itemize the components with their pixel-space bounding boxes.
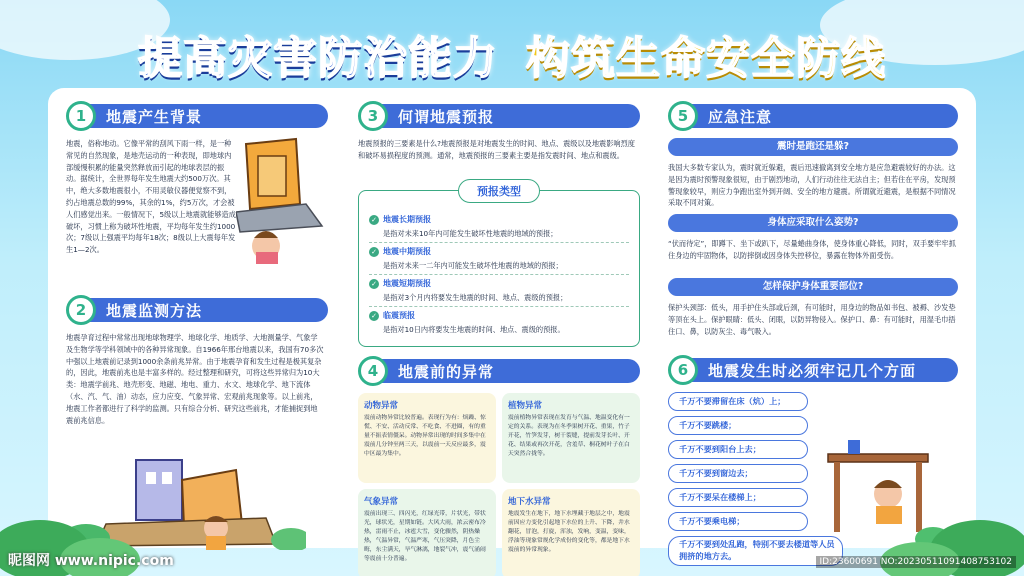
anomaly-card-weather — [358, 489, 496, 576]
section-title: 何谓地震预报 — [398, 108, 495, 126]
rule-item: 千万不要乘电梯； — [668, 512, 808, 531]
title-part-1: 提高灾害防治能力 — [138, 33, 498, 84]
section-number: 3 — [358, 101, 388, 131]
section-header-6 — [668, 358, 958, 384]
section-body-2: 地震孕育过程中常常出现地球物理学、地球化学、地质学、大地测量学、气象学及生物学等学科领域中的各种异常现象。自1966年邢台地震以来，我国有70多次中强以上地震前记录到1000余条前兆异常。由于地震孕育和发生过程是极其复杂的，因此，地震前兆也是丰富多样的。经过整理和研究，可将这些异常归为10大类：地震学前兆、地壳形变、地磁、地电、重力、水文、地球化学、地下流体（水、汽、气、油）动态，应力应变、气象异常、宏观前兆现象等。以上前兆，地震工作者都进行了科学的监测。只有综合分析、研究这些前兆，才能捕捉到地震前兆信息。 — [66, 333, 324, 425]
section-number: 5 — [668, 101, 698, 131]
section-number: 4 — [358, 356, 388, 386]
check-icon: ✓ — [369, 311, 379, 321]
forecast-type-desc: 是指对3个月内将要发生地震的时间、地点、震级的预报； — [369, 291, 629, 307]
forecast-types-label: 预报类型 — [458, 179, 540, 203]
section-header-1 — [66, 104, 328, 130]
forecast-type-name: 地震长期预报 — [383, 215, 431, 224]
anomaly-desc: 震前植物异常表现在发育与气温、地温变化有一定的关系。表现为在冬季果树开花、重果，竹子开花，竹笋发芽，树干裂缝，提前发芽长叶、开花、结果或再次开花，含羞草、桐花树叶子在白天突然合拢等。 — [508, 415, 630, 457]
forecast-type-desc: 是指对未来10年内可能发生破坏性地震的地域的预报； — [369, 227, 629, 243]
anomaly-card-groundwater — [502, 489, 640, 576]
collapsed-building-illustration — [236, 134, 326, 264]
section-header-5 — [668, 104, 958, 130]
forecast-type-item — [369, 213, 629, 243]
title-part-2: 构筑生命安全防线 — [526, 33, 886, 84]
section-title: 地震前的异常 — [398, 363, 495, 381]
rule-item: 千万不要到阳台上去； — [668, 440, 808, 459]
forecast-type-item — [369, 245, 629, 275]
section-number: 1 — [66, 101, 96, 131]
forecast-type-desc: 是指对10日内将要发生地震的时间、地点、震级的预报。 — [383, 325, 565, 334]
rule-item: 千万不要跳楼； — [668, 416, 808, 435]
forecast-type-name: 地震中期预报 — [383, 247, 431, 256]
anomaly-grid — [358, 393, 640, 576]
section-title: 应急注意 — [708, 108, 773, 126]
check-icon: ✓ — [369, 215, 379, 225]
subheading-run-or-hide: 震时是跑还是躲? — [668, 138, 958, 156]
rule-item: 千万不要到窗边去； — [668, 464, 808, 483]
section-number: 2 — [66, 295, 96, 325]
answer-protect-body: 保护头颈部：低头，用手护住头部或后颈，有可能时，用身边的物品如书包、被褥、沙发垫等顶在头上。保护眼睛：低头、闭眼，以防异物侵入。保护口、鼻：有可能时，用湿毛巾捂住口、鼻，以防灰尘、毒气吸入。 — [668, 303, 956, 336]
watermark-brand: 昵图网 www.nipic.com — [8, 553, 174, 569]
anomaly-desc: 震前动物异常比较普遍。表现行为有：烦躁、惊慌、不安、活动反常、不吃食、不进圈，有的重量不振表情僵呆。动物异常出现的时间多集中在震前几分钟至两三天，以震前一天反应最多，震中区最为集中。 — [364, 415, 486, 457]
subheading-posture: 身体应采取什么姿势? — [668, 214, 958, 232]
forecast-type-item — [369, 309, 629, 338]
check-icon: ✓ — [369, 279, 379, 289]
anomaly-card-animal — [358, 393, 496, 483]
section-title: 地震产生背景 — [106, 108, 203, 126]
section-number: 6 — [668, 355, 698, 385]
rule-item: 千万不要滞留在床（炕）上； — [668, 392, 808, 411]
answer-run-or-hide: 我国大多数专家认为，震时就近躲避，震后迅速撤离到安全地方是应急避震较好的办法。这是因为震时预警现象很短，由于剧烈地动，人们行动往往无法自主；但若住在平房，发现预警现象较早，则应力争跑出室外到开阔、安全的地方避震。所谓就近避震，是根据不同情况采取不同对策。 — [668, 163, 956, 208]
section-header-4 — [358, 359, 640, 385]
anomaly-title: 植物异常 — [508, 401, 543, 411]
forecast-type-name: 地震短期预报 — [383, 279, 431, 288]
section-header-3 — [358, 104, 640, 130]
check-icon: ✓ — [369, 247, 379, 257]
anomaly-desc: 地震发生在地下，地下水埋藏于地层之中，地震前因应力变化引起地下水位的上升、下降，井水翻花，冒泡，打旋，浑浊，发响，变温，变味，浮油等现象常规化学成份的变化等，都是地下水震前的异常现象。 — [508, 511, 630, 553]
anomaly-title: 动物异常 — [364, 401, 399, 411]
anomaly-title: 地下水异常 — [508, 497, 551, 507]
page-title — [0, 22, 1024, 86]
rule-item: 千万不要到处乱跑，特别不要去楼道等人员拥挤的地方去。 — [668, 536, 843, 566]
rules-list — [668, 392, 835, 566]
section-title: 地震发生时必须牢记几个方面 — [708, 362, 917, 380]
anomaly-title: 气象异常 — [364, 497, 399, 507]
subheading-protect-body: 怎样保护身体重要部位? — [668, 278, 958, 296]
content-panel — [48, 88, 976, 562]
rule-item: 千万不要呆在楼梯上； — [668, 488, 808, 507]
section-body-3: 地震预报的三要素是什么?地震预报是对地震发生的时间、地点、震级以及地震影响烈度和破坏易损程度的预测。通常，地震预报的三要素主要是指发震时间、地点和震级。 — [358, 139, 635, 160]
section-header-2 — [66, 298, 328, 324]
section-body-1: 地震，俗称地动。它像平常的刮风下雨一样，是一种常见的自然现象，是地壳运动的一种表现，即地球内部缓慢积累的能量突然释放而引起的地球表层的振动。据统计，全世界每年发生地震大约500万次。其中，绝大多数地震很小，不用灵敏仪器便觉察不到，约占地震总数的99%，其余的1%，约5万次，才会被人们感觉出来。一般情况下，5级以上地震就能够造成破坏，习惯上称为破坏性地震，平均每年发生约1000次；7级以上强震平均每年18次；8级以上大震每年发生1—2次。 — [66, 139, 236, 255]
watermark-id: ID:23600691 NO:20230511091408753102 — [816, 556, 1017, 568]
forecast-type-item — [369, 277, 629, 307]
column-middle — [358, 104, 640, 576]
forecast-types-box — [358, 185, 640, 347]
forecast-type-desc: 是指对未来一二年内可能发生破坏性地震的地域的预报； — [369, 259, 629, 275]
forecast-type-name: 临震预报 — [383, 311, 415, 320]
anomaly-card-plant — [502, 393, 640, 483]
anomaly-desc: 震前出现三、四闪光，红绿光带，片状光，带状光，球状光，星期如链。大风大雨，浓云密布冷热，雷雨不止，冰雹大雪，变化骤然，阴热燥热，气温异常，气温严寒，气压突降，月色尘晦，东尘满天，旱气淋漓，地裂气冲，震气涌闹等震前十分普遍。 — [364, 511, 486, 562]
section-title: 地震监测方法 — [106, 302, 203, 320]
answer-posture: “伏而待定”，即蹲下、坐下或趴下，尽量蜷曲身体，使身体重心降低，同时，双手要牢牢抓住身边的牢固物体，以防摔倒或因身体失控移位，暴露在物体外面受伤。 — [668, 239, 956, 260]
